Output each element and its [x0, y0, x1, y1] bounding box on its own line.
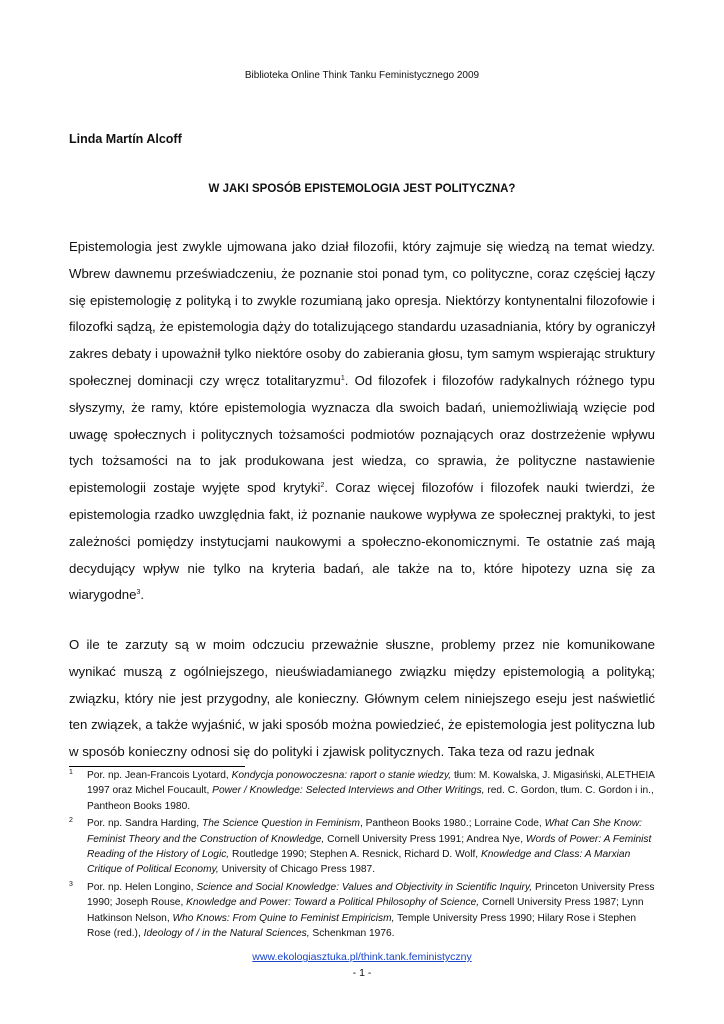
footnote-italic: Science and Social Knowledge: Values and Objectivity in Scientific Inquiry,	[196, 881, 533, 893]
author-name: Linda Martín Alcoff	[69, 132, 182, 146]
paragraph-2	[69, 632, 655, 766]
paragraph-text: . Coraz więcej filozofów i filozofek nauki twierdzi, że epistemologia rzadko uwzględnia fakt, iż poznanie naukowe wypływa ze społecznej praktyki, to jest zależności pomiędzy instytucjami naukowymi a społeczno-ekonomicznymi. Te ostatnie zaś mają decydujący wpływ nie tylko na kryteria badań, ale także na to, które hipotezy uzna się za wiarygodne	[69, 480, 655, 603]
footnote-text: Temple University Press 1990; Hilary Rose i Stephen Rose (red.),	[87, 912, 637, 940]
footnote-italic: Words of Power: A Feminist Reading of the History of Logic,	[87, 833, 652, 861]
footnote-italic: Knowledge and Class: A Marxian Critique of Political Economy,	[87, 849, 631, 876]
footnote-italic: The Science Question in Feminism	[201, 818, 360, 830]
footnote-text: tłum: M. Kowalska, J. Migasiński, ALETHEIA 1997 oraz Michel Foucault,	[87, 770, 655, 797]
footnote-number: 1	[69, 769, 73, 776]
footnote-text: Princeton University Press 1990; Joseph Rouse,	[87, 881, 655, 909]
footnote	[69, 816, 655, 878]
footnote-number: 3	[69, 880, 73, 888]
paragraph-1	[69, 234, 655, 609]
footnote-italic: Knowledge and Power: Toward a Political Philosophy of Science,	[186, 897, 480, 909]
footnote-ref: 3	[136, 589, 141, 597]
footer-link[interactable]: www.ekologiasztuka.pl/think.tank.feministyczny	[252, 951, 472, 963]
footnote-italic: What Can She Know: Feminist Theory and the Construction of Knowledge,	[87, 818, 642, 845]
footnote-text: Cornell University Press 1991; Andrea Nye,	[324, 833, 526, 845]
footnote-text	[87, 880, 655, 942]
footnote-text: Por. np. Jean-Francois Lyotard,	[87, 770, 232, 781]
article-title: W JAKI SPOSÓB EPISTEMOLOGIA JEST POLITYCZNA?	[208, 183, 516, 195]
footnote-text	[87, 816, 655, 878]
page-number: - 1 -	[352, 967, 372, 979]
footnote	[69, 880, 655, 942]
footnote-text: , Pantheon Books 1980.; Lorraine Code,	[359, 818, 545, 830]
paragraph-text: . Od filozofek i filozofów radykalnych różnego typu słyszymy, że ramy, które epistemologia wyznacza dla swoich badań, uniemożliwiają wzięcie pod uwagę społecznych i politycznych tożsamości podmiotów poznających oraz dostrzeżenie wpływu tych tożsamości na to jak produkowana jest wiedza, co sprawia, że polityczne nastawienie epistemologii zostaje wyjęte spod krytyki	[69, 372, 655, 496]
footnote-italic: Who Knows: From Quine to Feminist Empiricism,	[172, 912, 395, 924]
paragraph-text: Epistemologia jest zwykle ujmowana jako dział filozofii, który zajmuje się wiedzą na temat wiedzy. Wbrew dawnemu przeświadczeniu, że poznanie stoi ponad tym, co polityczne, coraz częściej łączy się epistemologię z polityką i to zwykle rozumianą jako opresja. Niektórzy kontynentalni filozofowie i filozofki sądzą, że epistemologia dąży do totalizującego standardu uzasadniania, który by ograniczył zakres debaty i upoważnił tylko niektóre osoby do zabierania głosu, tym samym wspierając struktury społecznej dominacji czy wręcz totalitaryzmu	[69, 239, 655, 388]
footnote-separator	[69, 766, 245, 767]
running-header: Biblioteka Online Think Tanku Feministycznego 2009	[244, 70, 480, 81]
footnote-text	[87, 768, 655, 814]
footnote-number: 2	[69, 817, 73, 825]
paragraph-text: .	[140, 587, 145, 603]
footnote-text: red. C. Gordon, tłum. C. Gordon i in., Pantheon Books 1980.	[87, 785, 654, 812]
footnote-ref: 2	[320, 482, 325, 490]
footnote-text: Por. np. Sandra Harding,	[87, 818, 202, 830]
footnote-italic: Ideology of / in the Natural Sciences,	[143, 928, 310, 940]
footnote-ref: 1	[340, 374, 345, 382]
footnote-text: Cornell University Press 1987; Lynn Hatkinson Nelson,	[87, 897, 644, 924]
footnote	[69, 768, 655, 814]
footnote-text: Schenkman 1976.	[309, 928, 395, 940]
footnote-italic: Kondycja ponowoczesna: raport o stanie wiedzy,	[231, 770, 452, 781]
footnotes	[69, 768, 655, 943]
footnote-text: Routledge 1990; Stephen A. Resnick, Richard D. Wolf,	[229, 849, 481, 861]
paragraph-text: O ile te zarzuty są w moim odczuciu przeważnie słuszne, problemy przez nie komunikowane wynikać muszą z ogólniejszego, nieuświadamianego związku między epistemologią a polityką; związku, który nie jest przygodny, ale konieczny. Głównym celem niniejszego eseju jest naświetlić ten związek, a także wyjaśnić, w jaki sposób można powiedzieć, że epistemologia jest polityczna lub w sposób konieczny odnosi się do polityki i zjawisk politycznych. Taka teza od razu jednak	[69, 637, 655, 760]
footnote-text: Por. np. Helen Longino,	[87, 881, 197, 893]
footnote-text: University of Chicago Press 1987.	[218, 864, 376, 876]
footnote-italic: Power / Knowledge: Selected Interviews and Other Writings,	[212, 785, 485, 797]
